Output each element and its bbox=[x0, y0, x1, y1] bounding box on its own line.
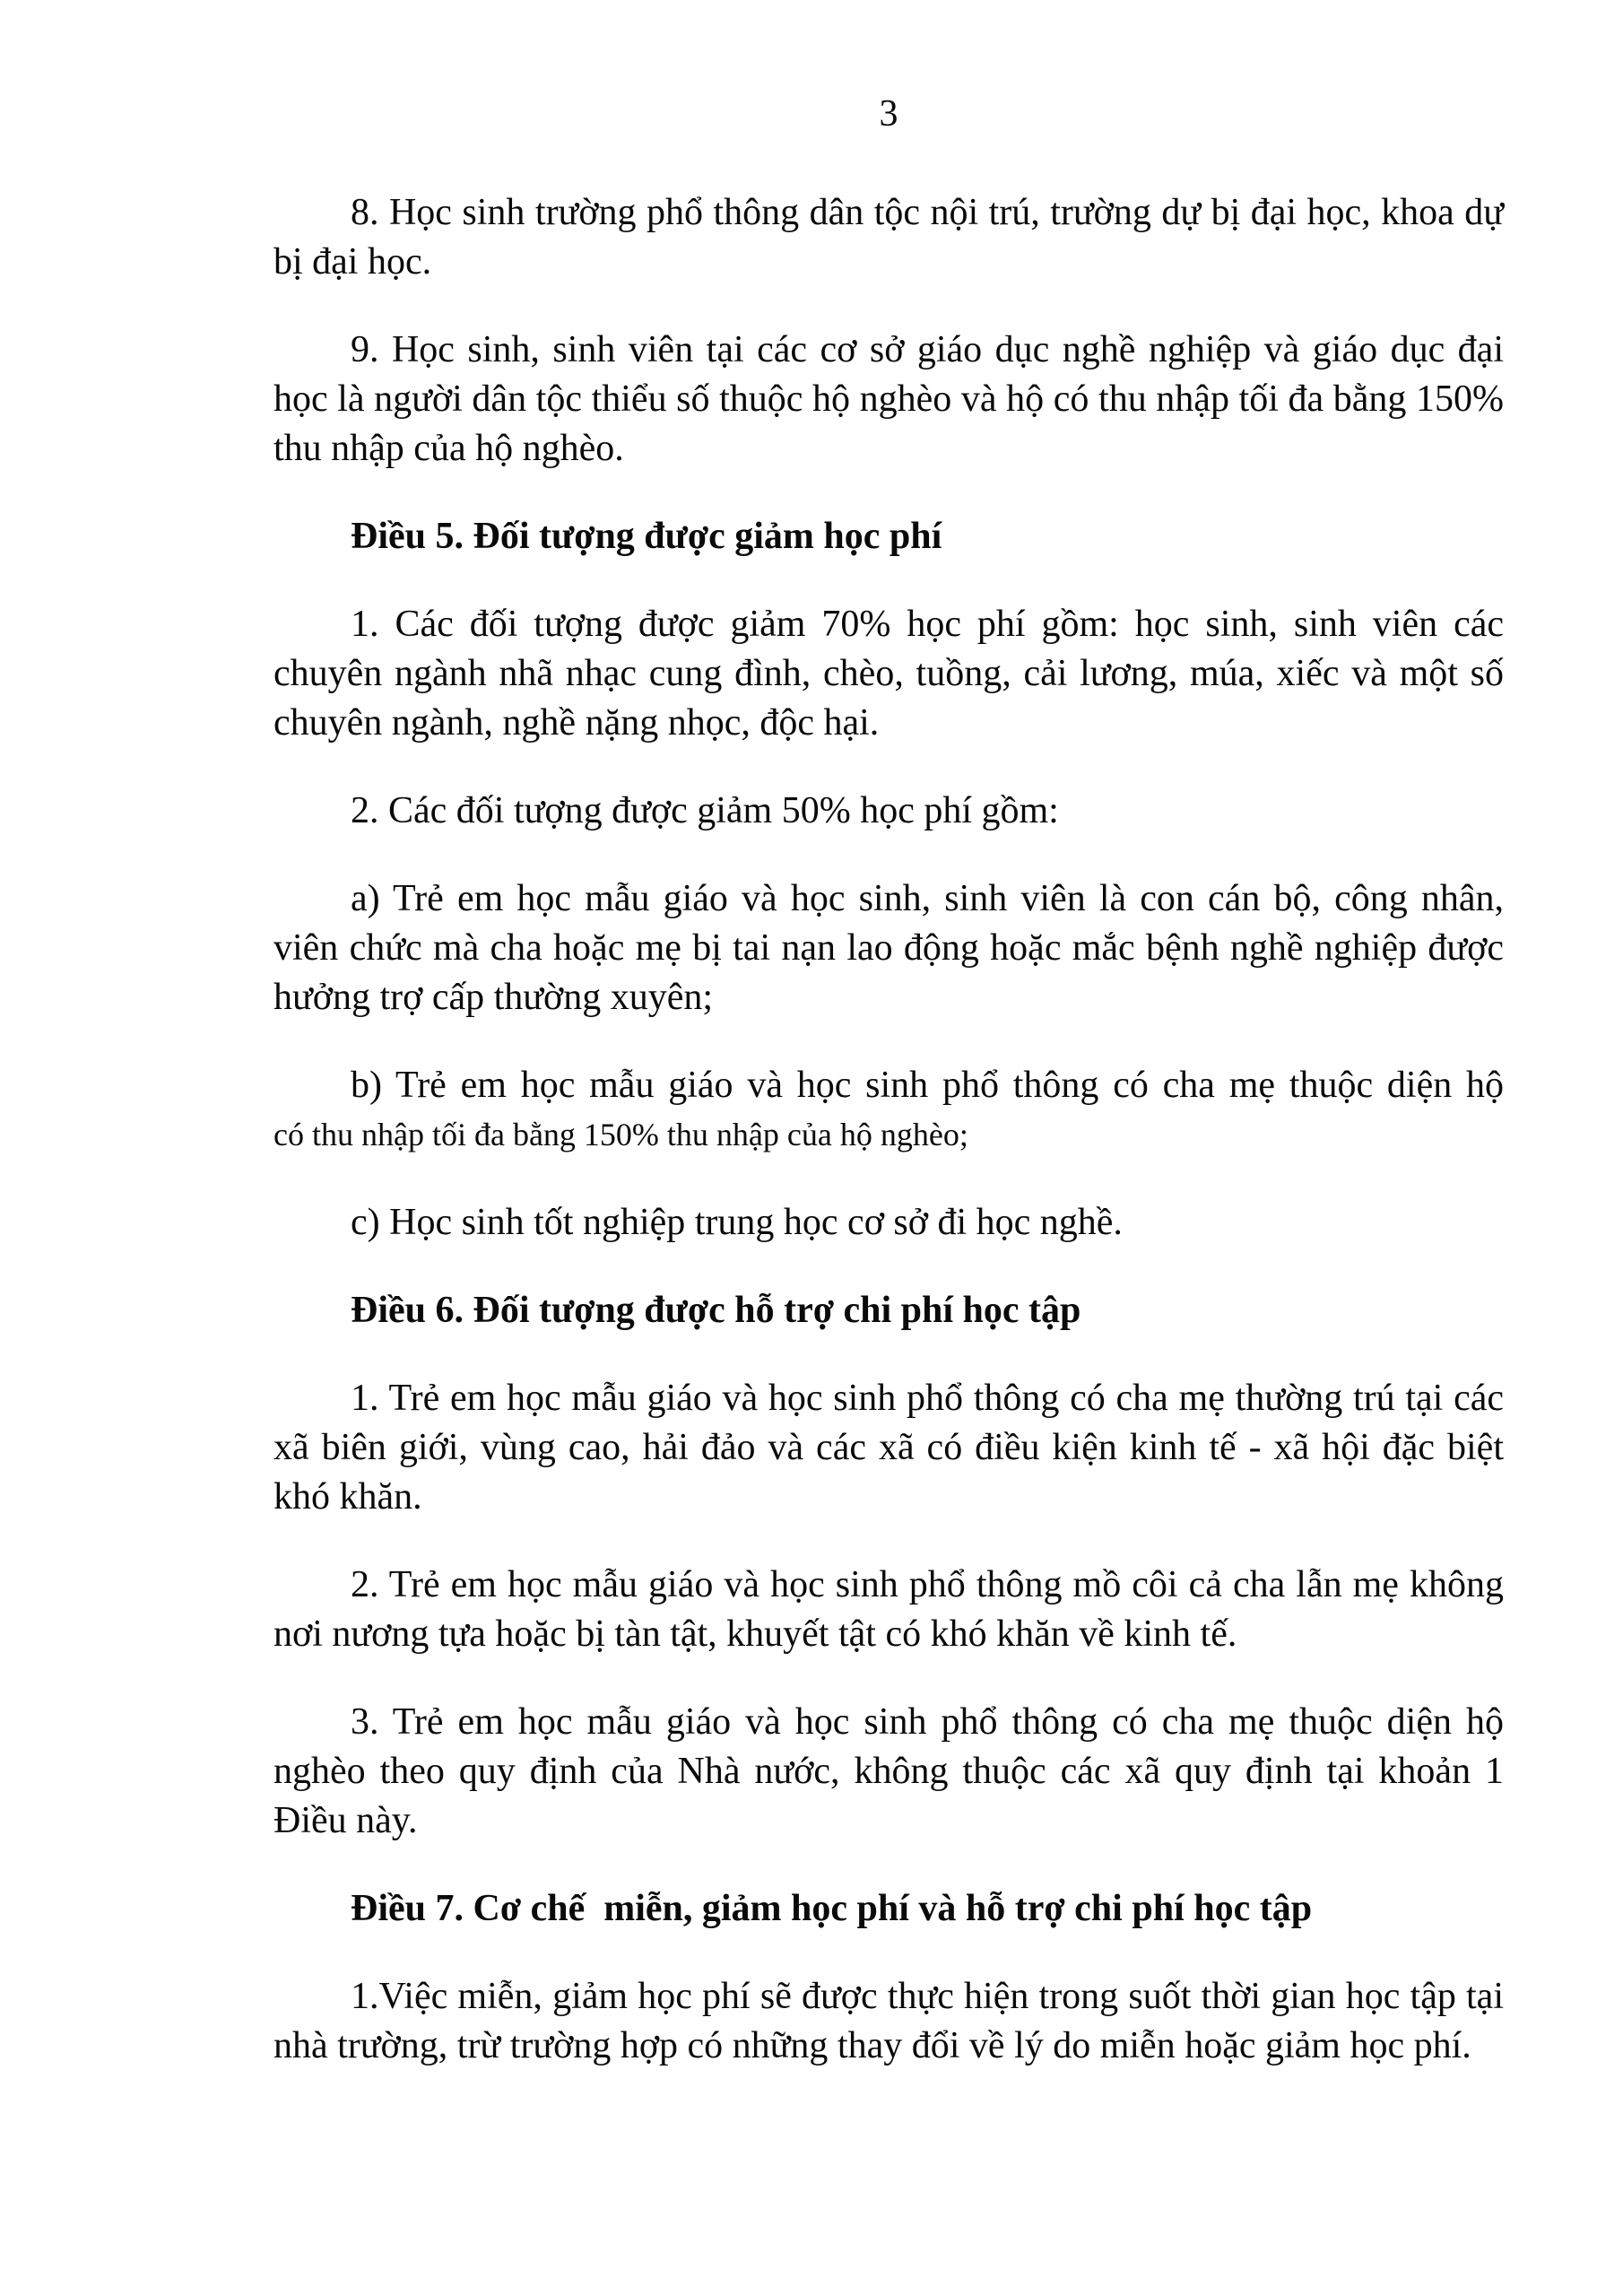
clause-a: a) Trẻ em học mẫu giáo và học sinh, sinh viên là con cán bộ, công nhân, viên chức mà cha hoặc mẹ bị tai nạn lao động hoặc mắc bệnh nghề nghiệp được hưởng trợ cấp thường xuyên; bbox=[273, 878, 1504, 1018]
clause-1-ho-tro: 1. Trẻ em học mẫu giáo và học sinh phổ thông có cha mẹ thường trú tại các xã biên giới, vùng cao, hải đảo và các xã có điều kiện kinh tế - xã hội đặc biệt khó khăn. bbox=[273, 1378, 1504, 1518]
page-number: 3 bbox=[879, 93, 898, 135]
document-content bbox=[273, 90, 1504, 2109]
heading-dieu-7: Điều 7. Cơ chế miễn, giảm học phí và hỗ trợ chi phí học tập bbox=[351, 1888, 1313, 1929]
clause-c: c) Học sinh tốt nghiệp trung học cơ sở đi học nghề. bbox=[351, 1202, 1123, 1243]
heading-dieu-5: Điều 5. Đối tượng được giảm học phí bbox=[351, 516, 942, 557]
paragraph-9: 9. Học sinh, sinh viên tại các cơ sở giáo dục nghề nghiệp và giáo dục đại học là người dân tộc thiểu số thuộc hộ nghèo và hộ có thu nhập tối đa bằng 150% thu nhập của hộ nghèo. bbox=[273, 329, 1504, 469]
clause-2-mo-coi: 2. Trẻ em học mẫu giáo và học sinh phổ thông mồ côi cả cha lẫn mẹ không nơi nương tựa hoặc bị tàn tật, khuyết tật có khó khăn về kinh tế. bbox=[273, 1564, 1504, 1655]
clause-3-ho-ngheo: 3. Trẻ em học mẫu giáo và học sinh phổ thông có cha mẹ thuộc diện hộ nghèo theo quy định của Nhà nước, không thuộc các xã quy định tại khoản 1 Điều này. bbox=[273, 1701, 1504, 1841]
heading-dieu-6: Điều 6. Đối tượng được hỗ trợ chi phí học tập bbox=[351, 1290, 1081, 1331]
clause-1-co-che: 1.Việc miễn, giảm học phí sẽ được thực hiện trong suốt thời gian học tập tại nhà trường, trừ trường hợp có những thay đổi về lý do miễn hoặc giảm học phí. bbox=[273, 1976, 1504, 2066]
clause-b-line-2: có thu nhập tối đa bằng 150% thu nhập của hộ nghèo; bbox=[273, 1117, 968, 1152]
clause-b bbox=[273, 1061, 1504, 1160]
clause-1-giam-70: 1. Các đối tượng được giảm 70% học phí gồm: học sinh, sinh viên các chuyên ngành nhã nhạc cung đình, chèo, tuồng, cải lương, múa, xiếc và một số chuyên ngành, nghề nặng nhọc, độc hại. bbox=[273, 604, 1504, 744]
clause-2-giam-50: 2. Các đối tượng được giảm 50% học phí gồm: bbox=[351, 790, 1059, 831]
clause-b-line-1: b) Trẻ em học mẫu giáo và học sinh phổ thông có cha mẹ thuộc diện hộ bbox=[351, 1065, 1504, 1106]
paragraph-8: 8. Học sinh trường phổ thông dân tộc nội trú, trường dự bị đại học, khoa dự bị đại học. bbox=[273, 192, 1504, 283]
